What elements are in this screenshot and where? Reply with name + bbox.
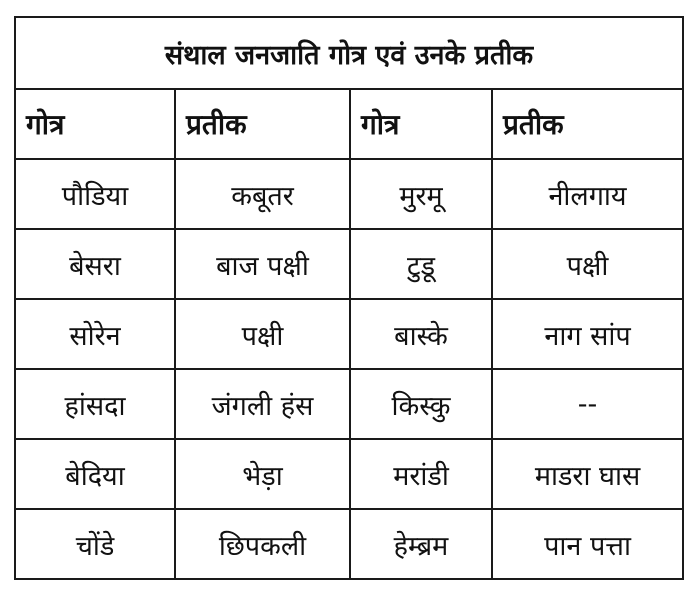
- table-row: [15, 229, 683, 299]
- table-row: [15, 159, 683, 229]
- symbol-cell: माडरा घास: [492, 439, 683, 509]
- gotra-cell: हेम्ब्रम: [350, 509, 492, 579]
- gotra-cell: टुडू: [350, 229, 492, 299]
- gotra-cell: मरांडी: [350, 439, 492, 509]
- symbol-cell: पान पत्ता: [492, 509, 683, 579]
- header-gotra-1: गोत्र: [15, 89, 175, 159]
- gotra-cell: मुरमू: [350, 159, 492, 229]
- symbol-cell: जंगली हंस: [175, 369, 350, 439]
- gotra-cell: हांसदा: [15, 369, 175, 439]
- symbol-cell: कबूतर: [175, 159, 350, 229]
- symbol-cell: --: [492, 369, 683, 439]
- symbol-cell: नाग सांप: [492, 299, 683, 369]
- gotra-cell: सोरेन: [15, 299, 175, 369]
- table-row: [15, 299, 683, 369]
- table-row: [15, 439, 683, 509]
- header-gotra-2: गोत्र: [350, 89, 492, 159]
- header-symbol-2: प्रतीक: [492, 89, 683, 159]
- symbol-cell: छिपकली: [175, 509, 350, 579]
- gotra-cell: बेदिया: [15, 439, 175, 509]
- table-header-row: [15, 89, 683, 159]
- gotra-cell: किस्कु: [350, 369, 492, 439]
- table-title-row: [15, 17, 683, 89]
- symbol-cell: भेड़ा: [175, 439, 350, 509]
- header-symbol-1: प्रतीक: [175, 89, 350, 159]
- symbol-cell: नीलगाय: [492, 159, 683, 229]
- symbol-cell: पक्षी: [492, 229, 683, 299]
- symbol-cell: पक्षी: [175, 299, 350, 369]
- gotra-symbol-table: [14, 16, 684, 580]
- table-row: [15, 369, 683, 439]
- table-row: [15, 509, 683, 579]
- symbol-cell: बाज पक्षी: [175, 229, 350, 299]
- gotra-table-container: [14, 16, 682, 577]
- table-title: संथाल जनजाति गोत्र एवं उनके प्रतीक: [15, 17, 683, 89]
- gotra-cell: चोंडे: [15, 509, 175, 579]
- gotra-cell: बेसरा: [15, 229, 175, 299]
- gotra-cell: बास्के: [350, 299, 492, 369]
- gotra-cell: पौडिया: [15, 159, 175, 229]
